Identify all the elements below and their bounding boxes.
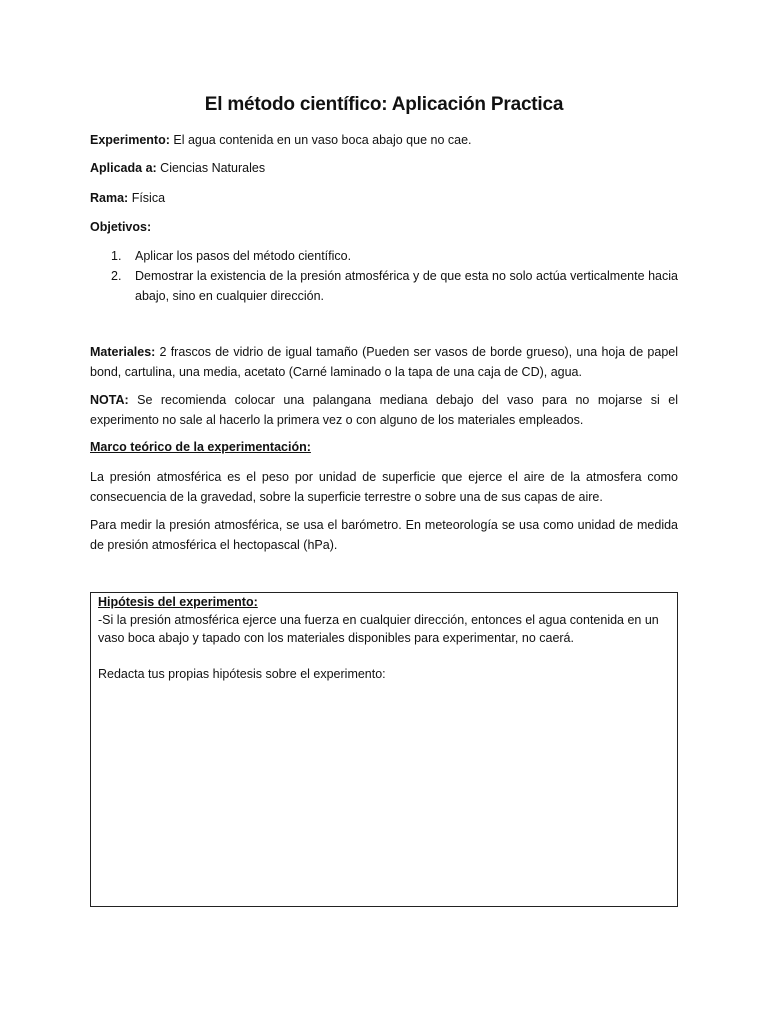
list-item-text: Demostrar la existencia de la presión atmosférica y de que esta no solo actúa verticalmente hacia abajo, sino en cualquier dirección.: [135, 269, 678, 303]
nota-value: Se recomienda colocar una palangana mediana debajo del vaso para no mojarse si el experimento no sale al hacerlo la primera vez o con alguno de los materiales empleados.: [90, 393, 678, 427]
hipotesis-box: [90, 592, 678, 907]
aplicada-label: Aplicada a:: [90, 161, 157, 175]
list-item: [90, 266, 678, 306]
nota-paragraph: [90, 390, 678, 430]
marco-paragraph-2: Para medir la presión atmosférica, se usa el barómetro. En meteorología se usa como unidad de medida de presión atmosférica el hectopascal (hPa).: [90, 518, 678, 552]
marco-paragraph-1: La presión atmosférica es el peso por unidad de superficie que ejerce el aire de la atmosfera como consecuencia de la gravedad, sobre la superficie terrestre o sobre una de sus capas de aire.: [90, 470, 678, 504]
materiales-label: Materiales:: [90, 345, 156, 359]
rama-value: Física: [128, 191, 166, 205]
materiales-paragraph: [90, 342, 678, 382]
objetivos-line: [90, 217, 151, 237]
rama-line: [90, 188, 165, 208]
aplicada-line: [90, 158, 265, 178]
experimento-label: Experimento:: [90, 133, 170, 147]
list-item-number: 2.: [111, 269, 122, 283]
list-item-number: 1.: [111, 249, 122, 263]
hipotesis-text: -Si la presión atmosférica ejerce una fuerza en cualquier dirección, entonces el agua contenida en un vaso boca abajo y tapado con los materiales disponibles para experimentar, no caerá.: [98, 613, 659, 645]
aplicada-value: Ciencias Naturales: [156, 161, 266, 175]
list-item: [90, 246, 678, 266]
nota-label: NOTA:: [90, 393, 129, 407]
materiales-value: 2 frascos de vidrio de igual tamaño (Pueden ser vasos de borde grueso), una hoja de papel bond, cartulina, una media, acetato (Carné laminado o la tapa de una caja de CD), agua.: [90, 345, 678, 379]
list-item-text: Aplicar los pasos del método científico.: [135, 249, 352, 263]
experimento-value: El agua contenida en un vaso boca abajo que no cae.: [169, 133, 472, 147]
hipotesis-prompt: Redacta tus propias hipótesis sobre el experimento:: [98, 667, 386, 681]
hipotesis-heading: Hipótesis del experimento:: [98, 595, 258, 609]
objetivos-label: Objetivos:: [90, 220, 152, 234]
rama-label: Rama:: [90, 191, 129, 205]
marco-heading: Marco teórico de la experimentación:: [90, 440, 311, 454]
hipotesis-writing-area[interactable]: [98, 691, 670, 896]
document-title: El método científico: Aplicación Practica: [204, 94, 564, 115]
hipotesis-content: [98, 593, 670, 683]
marco-heading-line: [90, 437, 311, 457]
objetivos-list: [90, 246, 678, 306]
experimento-line: [90, 130, 472, 150]
